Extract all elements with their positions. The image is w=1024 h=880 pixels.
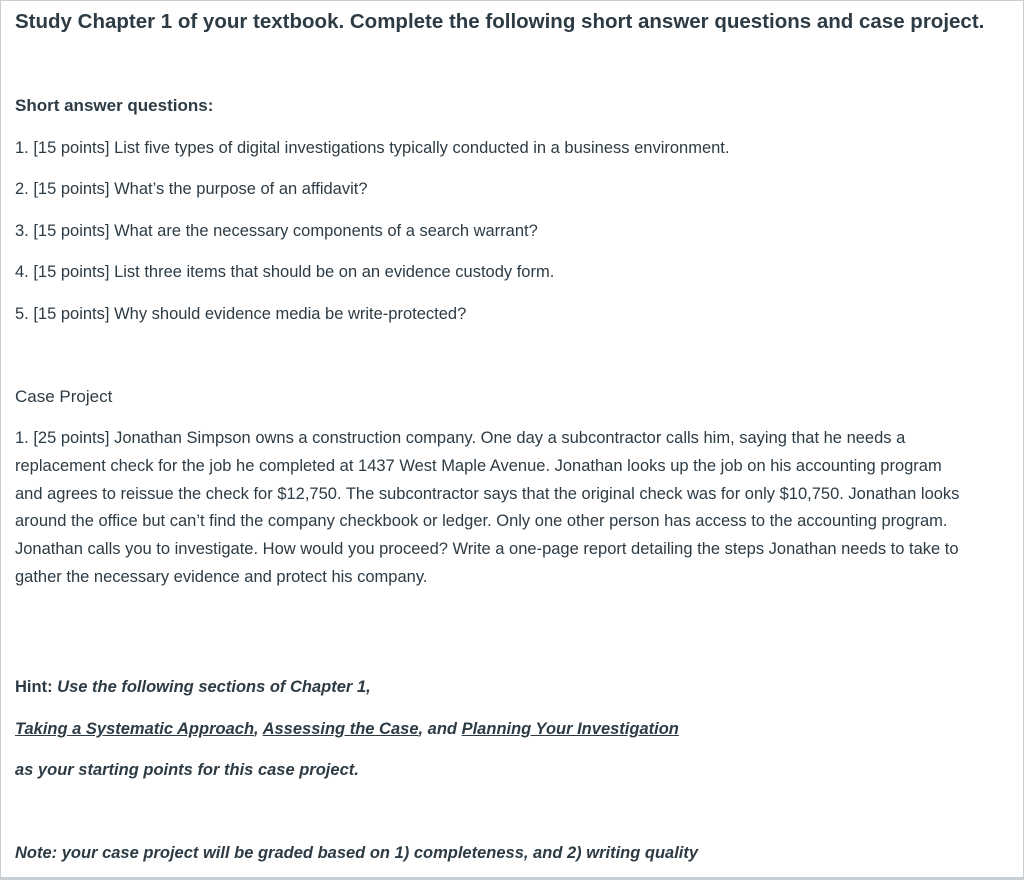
- hint-closing: as your starting points for this case project.: [15, 761, 359, 779]
- question-3: 3. [15 points] What are the necessary components of a search warrant?: [15, 222, 538, 240]
- hint-label: Hint:: [15, 678, 53, 696]
- hint-separator: ,: [254, 720, 263, 738]
- hint-links: [15, 717, 679, 741]
- case-project-text: 1. [25 points] Jonathan Simpson owns a construction company. One day a subcontractor calls him, saying that he needs a replacement check for the job he completed at 1437 West Maple Avenue. Jonathan looks up the job on his accounting program and agrees to reissue the check for $12,750. The subcontractor says that the original check was for only $10,750. Jonathan looks around the office but can’t find the company checkbook or ledger. Only one other person has access to the accounting program. Jonathan calls you to investigate. How would you proceed? Write a one-page report detailing the steps Jonathan needs to take to gather the necessary evidence and protect his company.: [15, 429, 960, 586]
- short-answer-heading: Short answer questions:: [15, 96, 214, 115]
- grading-note: Note: your case project will be graded based on 1) completeness, and 2) writing quality: [15, 844, 699, 862]
- question-2: 2. [15 points] What’s the purpose of an affidavit?: [15, 180, 368, 198]
- hint-intro-text: Use the following sections of Chapter 1,: [52, 678, 371, 696]
- question-1: 1. [15 points] List five types of digital investigations typically conducted in a business environment.: [15, 139, 730, 157]
- question-4: 4. [15 points] List three items that should be on an evidence custody form.: [15, 263, 555, 281]
- link-taking-a-systematic-approach[interactable]: Taking a Systematic Approach: [15, 720, 255, 738]
- hint-intro: [15, 675, 371, 699]
- case-project-heading: Case Project: [15, 387, 113, 406]
- link-assessing-the-case[interactable]: Assessing the Case: [262, 720, 419, 738]
- page-title: Study Chapter 1 of your textbook. Complete the following short answer questions and case project.: [15, 10, 985, 33]
- link-planning-your-investigation[interactable]: Planning Your Investigation: [461, 720, 679, 738]
- question-5: 5. [15 points] Why should evidence media be write-protected?: [15, 305, 467, 323]
- hint-separator: , and: [418, 720, 462, 738]
